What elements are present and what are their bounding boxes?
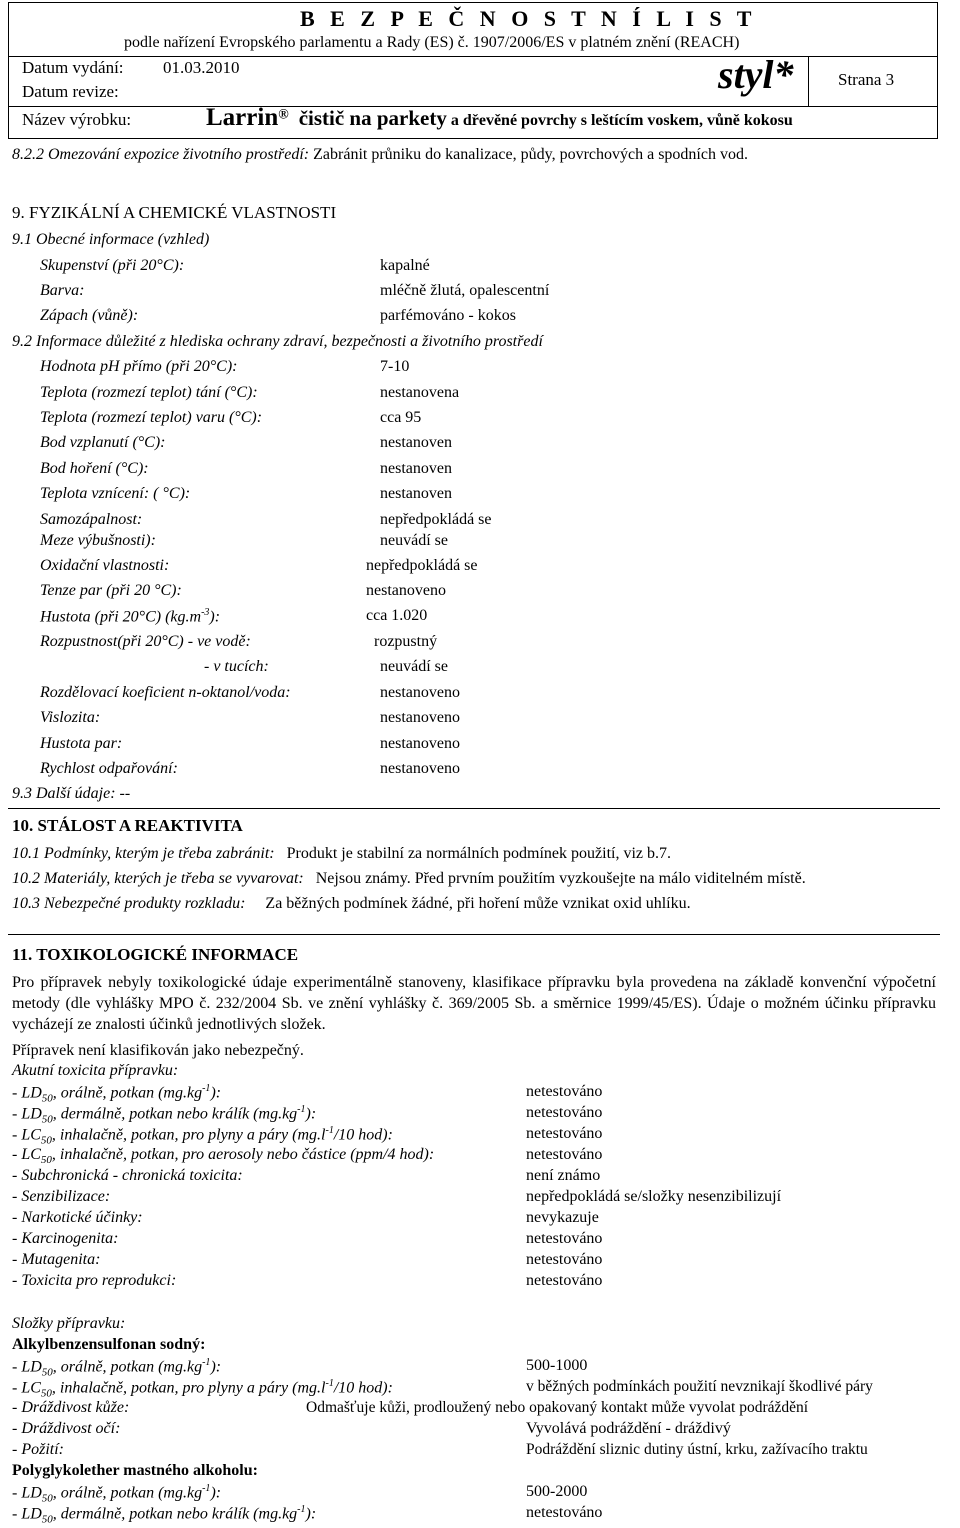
prop-label: Teplota (rozmezí teplot) varu (°C): [40, 409, 263, 426]
components-title: Složky přípravku: [12, 1315, 126, 1332]
general-value: parfémováno - kokos [380, 307, 516, 324]
tox-value: 500-1000 [526, 1357, 588, 1374]
prop-label: Hodnota pH přímo (při 20°C): [40, 358, 238, 375]
s9-sub1: 9.1 Obecné informace (vzhled) [12, 231, 210, 248]
s11-acute-title: Akutní toxicita přípravku: [12, 1062, 179, 1079]
s8-line [12, 146, 748, 164]
prop-value: nestanoveno [380, 709, 460, 726]
prop-value: nestanoveno [366, 582, 446, 599]
s11-not-classified: Přípravek není klasifikován jako nebezpečný. [12, 1042, 304, 1059]
tox-value: netestováno [526, 1104, 603, 1121]
s10-item-value: Nejsou známy. Před prvním použitím vyzkoušejte na málo viditelném místě. [315, 870, 806, 887]
prop-label: Meze výbušnosti): [40, 532, 156, 549]
tox-value: netestováno [526, 1125, 603, 1142]
issue-date-label: Datum vydání: [22, 58, 124, 77]
tox-value: 500-2000 [526, 1483, 588, 1500]
prop-value: nepředpokládá se [366, 557, 478, 574]
tox-value: Odmašťuje kůži, prodloužený nebo opakovaný kontakt může vyvolat podráždění [306, 1399, 809, 1416]
tox-value: není známo [526, 1167, 601, 1184]
s10-item [12, 845, 671, 863]
prop-value: rozpustný [374, 633, 438, 650]
s10-item-label: 10.3 Nebezpečné produkty rozkladu: [12, 895, 246, 912]
s10-item-value: Za běžných podmínek žádné, při hoření může vznikat oxid uhlíku. [265, 895, 691, 912]
prop-label: Teplota vznícení: ( °C): [40, 485, 191, 502]
s9-sub3: 9.3 Další údaje: -- [12, 785, 131, 802]
prop-value: nestanoveno [380, 684, 460, 701]
tox-label: - $LD_{50}$, orálně, potkan $(mg.kg^{-1})$: [12, 1083, 222, 1105]
registered-mark: ® [278, 107, 289, 123]
tox-value: netestováno [526, 1083, 603, 1100]
tox-label: - Dráždivost očí: [12, 1420, 121, 1437]
tox-label: - $LD_{50}$, orálně, potkan $(mg.kg^{-1})$: [12, 1357, 222, 1379]
tox-value: netestováno [526, 1272, 603, 1289]
prop-label: Oxidační vlastnosti: [40, 557, 170, 574]
prop-label: Bod hoření (°C): [40, 460, 149, 477]
s10-title: 10. STÁLOST A REAKTIVITA [12, 816, 243, 835]
prop-value: cca 95 [380, 409, 422, 426]
tox-value: nevykazuje [526, 1209, 599, 1226]
tox-label: - Toxicita pro reprodukci: [12, 1272, 177, 1289]
s10-item [12, 895, 691, 913]
general-label: Skupenství (při 20°C): [40, 257, 185, 274]
prop-label: Bod vzplanutí (°C): [40, 434, 166, 451]
prop-value: nestanovena [380, 384, 460, 401]
tox-label: - Narkotické účinky: [12, 1209, 143, 1226]
prop-label: Hustota par: [40, 735, 123, 752]
logo-divider [808, 56, 809, 106]
prop-value: neuvádí se [380, 658, 448, 675]
tox-label: - $LC_{50}$, inhalačně, potkan, pro aerosoly nebo částice (ppm/4 hod): [12, 1146, 435, 1167]
tox-label: - $LD_{50}$, dermálně, potkan nebo králík $(mg.kg^{-1})$: [12, 1504, 317, 1526]
styl-logo-text: styl* [718, 52, 794, 97]
prop-label: Rozpustnost(při 20°C) - ve vodě: [40, 633, 251, 650]
product-brand: Larrin [206, 104, 279, 131]
prop-label: Teplota (rozmezí teplot) tání (°C): [40, 384, 258, 401]
prop-value: nestanoven [380, 460, 452, 477]
styl-logo [716, 52, 806, 102]
revision-date-label: Datum revize: [22, 82, 119, 101]
tox-value: Podráždění sliznic dutiny ústní, krku, zažívacího traktu [526, 1441, 868, 1458]
s10-item-value: Produkt je stabilní za normálních podmínek použití, viz b.7. [286, 845, 671, 862]
prop-value: nestanoven [380, 434, 452, 451]
tox-value: netestováno [526, 1146, 603, 1163]
prop-label: Samozápalnost: [40, 511, 143, 528]
tox-value: netestováno [526, 1230, 603, 1247]
product-label: Název výrobku: [22, 110, 132, 129]
issue-date: 01.03.2010 [163, 58, 240, 77]
page-number: Strana 3 [838, 70, 895, 89]
document-title: B E Z P E Č N O S T N Í L I S T [300, 6, 757, 31]
tox-label: - Dráždivost kůže: [12, 1399, 130, 1416]
general-value: mléčně žlutá, opalescentní [380, 282, 550, 299]
tox-label: - Senzibilizace: [12, 1188, 111, 1205]
prop-value: cca 1.020 [366, 607, 428, 624]
prop-label: - v tucích: [204, 658, 269, 675]
prop-value: neuvádí se [380, 532, 448, 549]
prop-label: Rozdělovací koeficient n-oktanol/voda: [40, 684, 291, 701]
prop-value: nestanoveno [380, 760, 460, 777]
prop-label: Rychlost odpařování: [40, 760, 178, 777]
document-subtitle: podle nařízení Evropského parlamentu a Rady (ES) č. 1907/2006/ES v platném znění (REACH) [124, 34, 740, 51]
tox-label: - $LC_{50}$, inhalačně, potkan, pro plyny a páry ($mg.l^{-1}/10$ hod): [12, 1125, 393, 1147]
s11-divider [8, 934, 940, 935]
prop-label: Hustota (při 20°C) $(kg.m^{-3})$: [40, 607, 221, 626]
prop-value: 7-10 [380, 358, 410, 375]
product-description: a dřevěné povrchy s leštícím voskem, vůně kokosu [450, 112, 793, 129]
general-value: kapalné [380, 257, 430, 274]
tox-value: netestováno [526, 1504, 603, 1521]
tox-value: v běžných podmínkách použití nevznikají škodlivé páry [526, 1378, 873, 1395]
prop-label: Vislozita: [40, 709, 101, 726]
tox-value: Vyvolává podráždění - dráždivý [526, 1420, 731, 1437]
general-label: Zápach (vůně): [40, 307, 139, 324]
s11-paragraph: Pro přípravek nebyly toxikologické údaje experimentálně stanoveny, klasifikace přípravku byla provedena na základě konvenční výpočetní metody (dle vyhlášky MPO č. 232/2004 Sb. ve znění vyhlášky č. 369/2005 Sb. a směrnice 1999/45/ES). Údaje o možném účinku přípravku vycházejí ze znalosti účinků jednotlivých složek. [12, 974, 936, 1033]
s11-title: 11. TOXIKOLOGICKÉ INFORMACE [12, 945, 299, 964]
tox-label: - Karcinogenita: [12, 1230, 119, 1247]
s10-item-label: 10.1 Podmínky, kterým je třeba zabránit: [12, 845, 275, 862]
tox-value: netestováno [526, 1251, 603, 1268]
product-title [206, 104, 793, 132]
tox-label: - $LD_{50}$, dermálně, potkan nebo králík $(mg.kg^{-1})$: [12, 1104, 317, 1126]
tox-label: - Mutagenita: [12, 1251, 101, 1268]
s10-item-label: 10.2 Materiály, kterých je třeba se vyvarovat: [12, 870, 304, 887]
tox-label: - Požití: [12, 1441, 64, 1458]
component-1-name: Alkylbenzensulfonan sodný: [12, 1336, 206, 1353]
prop-value: nestanoven [380, 485, 452, 502]
s9-title: 9. FYZIKÁLNÍ A CHEMICKÉ VLASTNOSTI [12, 203, 337, 222]
s9-sub2: 9.2 Informace důležité z hlediska ochrany zdraví, bezpečnosti a životního prostředí [12, 333, 543, 350]
tox-label: - $LD_{50}$, orálně, potkan $(mg.kg^{-1})$: [12, 1483, 222, 1505]
product-name: čistič na parkety [298, 106, 447, 130]
general-label: Barva: [40, 282, 85, 299]
component-2-name: Polyglykolether mastného alkoholu: [12, 1462, 258, 1479]
tox-value: nepředpokládá se/složky nesenzibilizují [526, 1188, 782, 1205]
prop-label: Tenze par (při 20 °C): [40, 582, 182, 599]
tox-label: - Subchronická - chronická toxicita: [12, 1167, 243, 1184]
prop-value: nestanoveno [380, 735, 460, 752]
s10-divider [8, 808, 940, 809]
prop-value: nepředpokládá se [380, 511, 492, 528]
s8-label: 8.2.2 Omezování expozice životního prostředí: [12, 146, 310, 163]
s10-item [12, 870, 806, 888]
s8-value: Zabránit průniku do kanalizace, půdy, povrchových a spodních vod. [313, 146, 748, 163]
tox-label: - $LC_{50}$, inhalačně, potkan, pro plyny a páry ($mg.l^{-1}/10$ hod): [12, 1378, 393, 1400]
